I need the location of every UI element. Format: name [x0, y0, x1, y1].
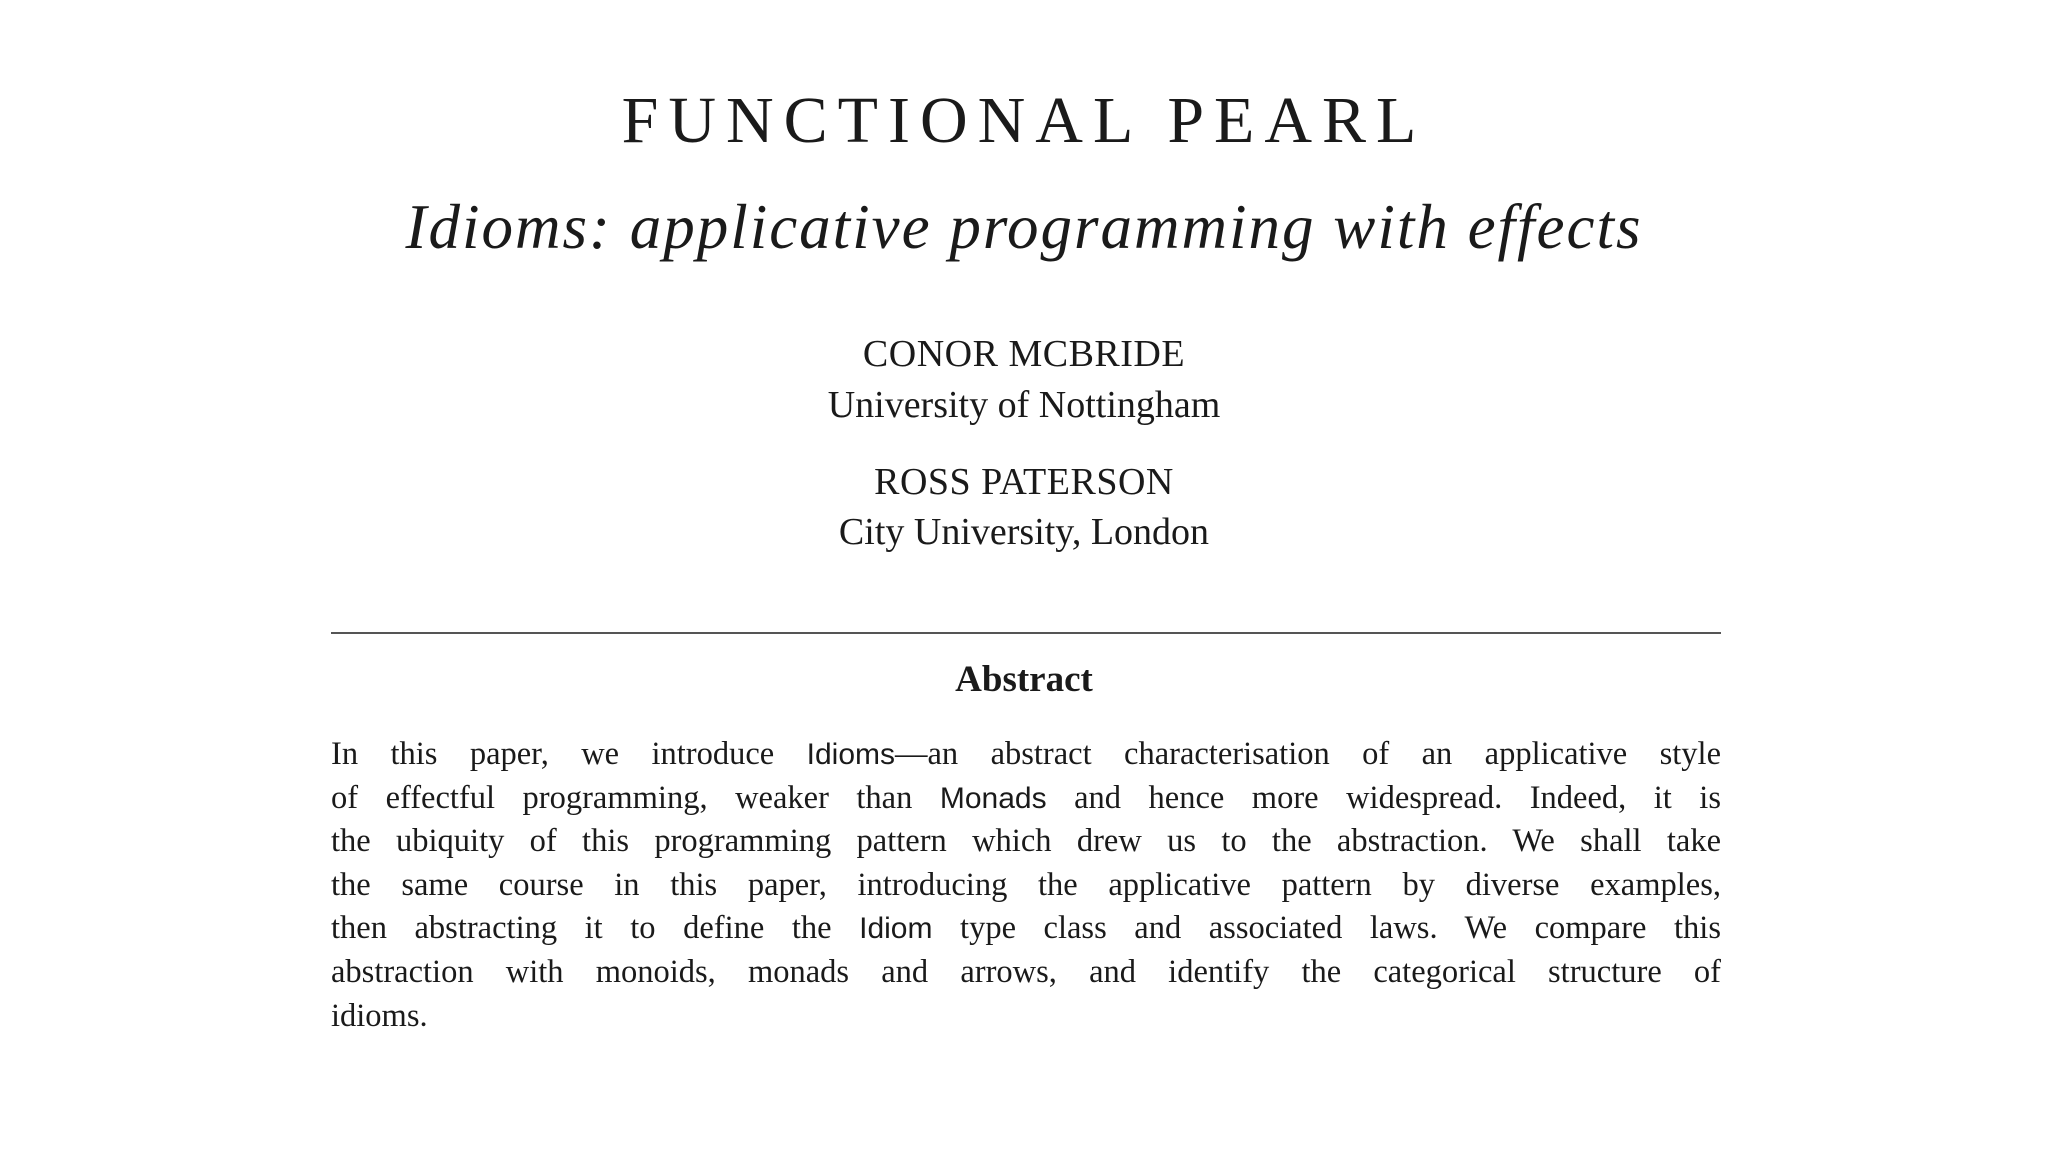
abstract-line: then abstracting it to define the Idiom type class and associated laws. We compare this: [331, 910, 1721, 947]
author-affiliation: City University, London: [838, 511, 1210, 553]
abstract-term: Idioms: [806, 738, 895, 771]
abstract-term: Idiom: [859, 912, 933, 946]
author-name: ROSS PATERSON: [874, 461, 1174, 503]
abstract-line: of effectful programming, weaker than Monads and hence more widespread. Indeed, it is: [331, 779, 1721, 816]
abstract-line: idioms.: [331, 997, 428, 1034]
abstract-line: abstraction with monoids, monads and arrows, and identify the categorical structure of: [331, 953, 1721, 990]
author-name: CONOR MCBRIDE: [862, 333, 1186, 375]
abstract-line: the same course in this paper, introducing the applicative pattern by diverse examples,: [331, 866, 1721, 903]
abstract-term: Monads: [939, 781, 1047, 815]
paper-series-label: FUNCTIONAL PEARL: [621, 84, 1427, 157]
section-divider: [331, 632, 1721, 634]
paper-title: Idioms: applicative programming with effects: [405, 192, 1643, 262]
abstract-body: [331, 733, 1721, 1038]
abstract-line: the ubiquity of this programming pattern which drew us to the abstraction. We shall take: [331, 823, 1721, 860]
author-affiliation: University of Nottingham: [827, 384, 1221, 426]
abstract-heading: Abstract: [955, 659, 1093, 700]
abstract-line: In this paper, we introduce Idioms—an abstract characterisation of an applicative style: [331, 736, 1721, 772]
